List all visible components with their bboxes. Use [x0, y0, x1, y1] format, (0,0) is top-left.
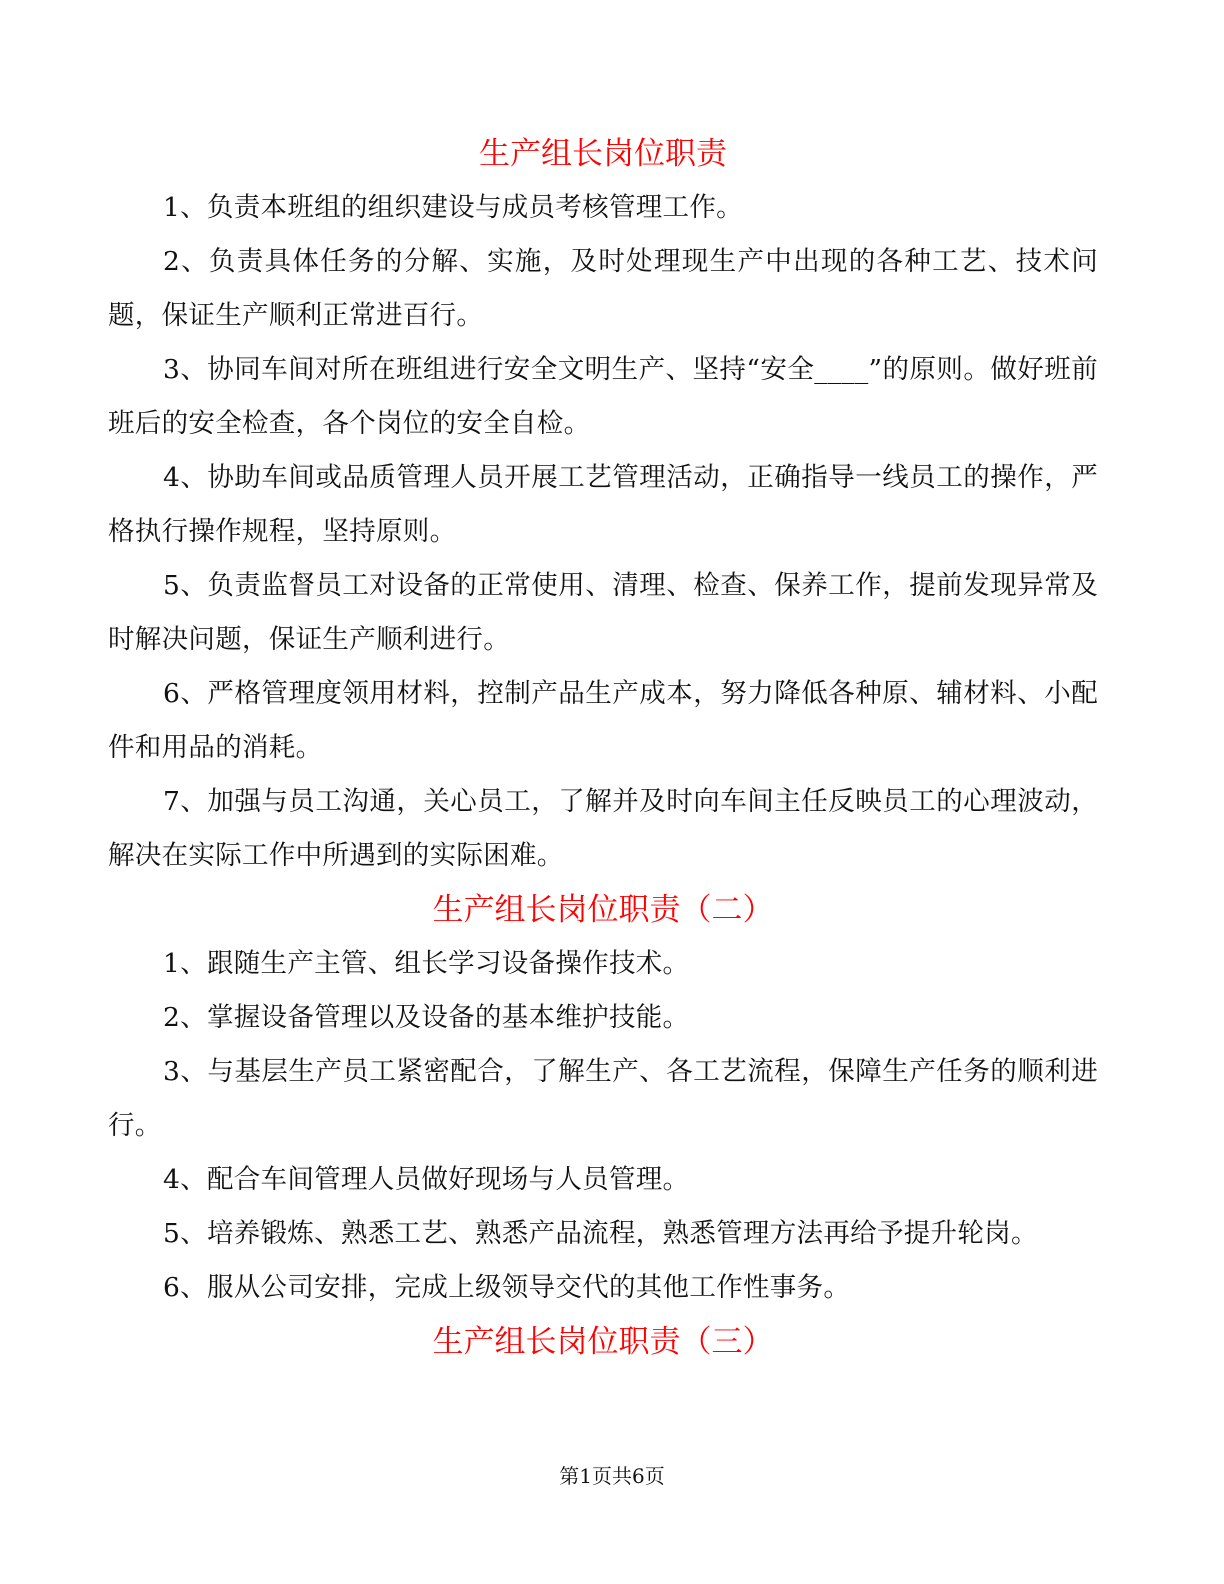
section-3-heading: 生产组长岗位职责（三） — [432, 1324, 774, 1360]
document-body — [108, 127, 1098, 1369]
section-2-heading: 生产组长岗位职责（二） — [432, 892, 774, 928]
section-1-item-1: 1、负责本班组的组织建设与成员考核管理工作。 — [163, 192, 743, 223]
section-1-item-2: 2、负责具体任务的分解、实施，及时处理现生产中出现的各种工艺、技术问题，保证生产顺利正常进百行。 — [108, 246, 1098, 331]
page-number-footer: 第1页共6页 — [559, 1464, 665, 1488]
section-1-heading: 生产组长岗位职责 — [479, 136, 727, 172]
section-2-item-1: 1、跟随生产主管、组长学习设备操作技术。 — [163, 948, 690, 979]
section-1-item-6: 6、严格管理度领用材料，控制产品生产成本，努力降低各种原、辅材料、小配件和用品的消耗。 — [108, 678, 1098, 763]
section-2-item-5: 5、培养锻炼、熟悉工艺、熟悉产品流程，熟悉管理方法再给予提升轮岗。 — [163, 1218, 1038, 1249]
section-2-item-6: 6、服从公司安排，完成上级领导交代的其他工作性事务。 — [163, 1272, 851, 1303]
section-1-item-5: 5、负责监督员工对设备的正常使用、清理、检查、保养工作，提前发现异常及时解决问题，保证生产顺利进行。 — [108, 570, 1098, 655]
section-2-item-3: 3、与基层生产员工紧密配合，了解生产、各工艺流程，保障生产任务的顺利进行。 — [108, 1056, 1098, 1141]
section-2-item-2: 2、掌握设备管理以及设备的基本维护技能。 — [163, 1002, 690, 1033]
section-1-item-7: 7、加强与员工沟通，关心员工，了解并及时向车间主任反映员工的心理波动，解决在实际工作中所遇到的实际困难。 — [108, 786, 1098, 871]
section-2-item-4: 4、配合车间管理人员做好现场与人员管理。 — [163, 1164, 690, 1195]
section-1-item-3: 3、协同车间对所在班组进行安全文明生产、坚持“安全____”的原则。做好班前班后的安全检查，各个岗位的安全自检。 — [108, 354, 1098, 439]
section-1-item-4: 4、协助车间或品质管理人员开展工艺管理活动，正确指导一线员工的操作，严格执行操作规程，坚持原则。 — [108, 462, 1098, 547]
